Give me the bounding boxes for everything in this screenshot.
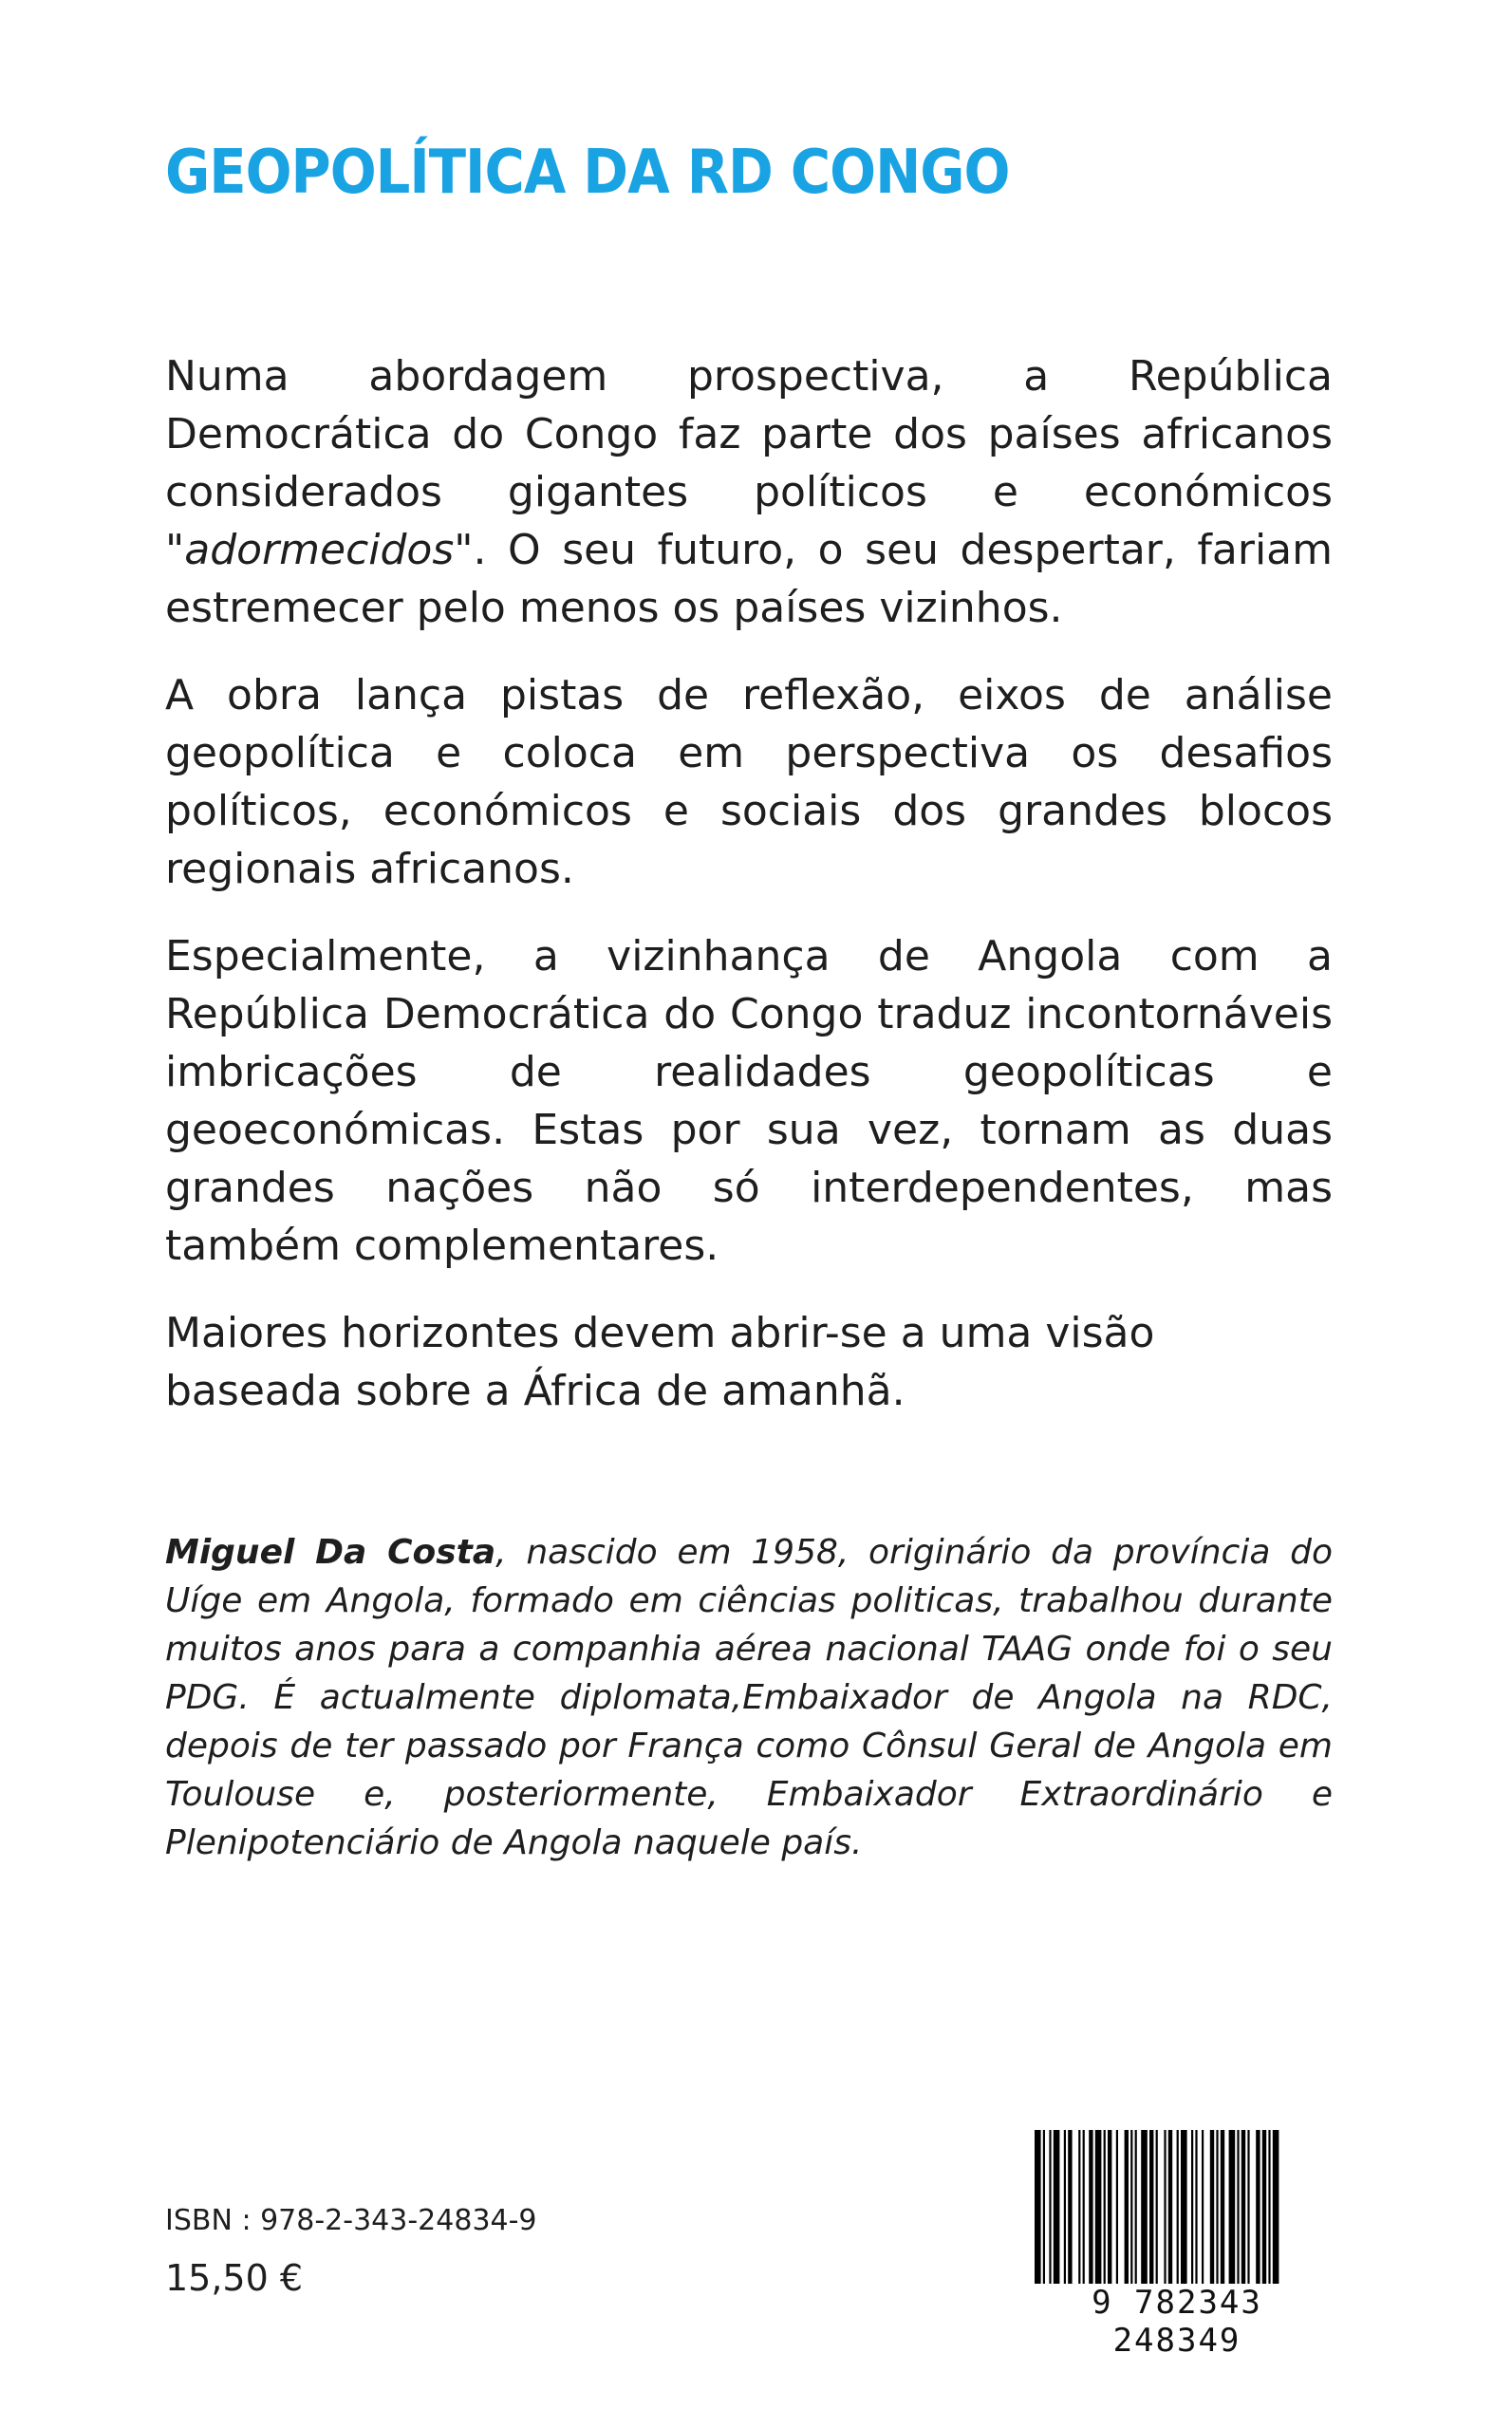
barcode-bar xyxy=(1191,2130,1193,2291)
blurb-paragraph-4: Maiores horizontes devem abrir-se a uma visão baseada sobre a África de amanhã. xyxy=(165,1309,1155,1415)
author-name: Miguel Da Costa xyxy=(165,1533,496,1572)
isbn: ISBN : 978-2-343-24834-9 xyxy=(165,2204,537,2237)
barcode-bar xyxy=(1229,2130,1236,2291)
barcode-bar xyxy=(1168,2130,1172,2291)
barcode-bar xyxy=(1064,2130,1066,2291)
blurb-paragraph-1 xyxy=(165,347,1333,637)
barcode-bar xyxy=(1210,2130,1214,2291)
barcode-bar xyxy=(1089,2130,1092,2291)
barcode xyxy=(1025,2126,1329,2360)
barcode-bar xyxy=(1262,2130,1266,2291)
barcode-bar xyxy=(1068,2130,1072,2291)
author-bio-text: , nascido em 1958, originário da província do Uíge em Angola, formado em ciências politicas, trabalhou durante muitos anos para a companhia aérea nacional TAAG onde foi o seu PDG. É actualmente diplomata,Embaixador de Angola na RDC, depois de ter passado por França como Cônsul Geral de Angola em Toulouse e, posteriormente, Embaixador Extraordinário e Plenipotenciário de Angola naquele país. xyxy=(165,1533,1333,1862)
barcode-bar xyxy=(1202,2130,1204,2291)
barcode-bar xyxy=(1149,2130,1153,2291)
barcode-bar xyxy=(1247,2130,1249,2291)
blurb-p1-start: Numa abordagem prospectiva, a República Democrática do Congo faz parte dos países africanos considerados gigantes políticos e económicos xyxy=(165,352,1333,516)
price: 15,50 € xyxy=(165,2257,304,2299)
barcode-bar xyxy=(1095,2130,1102,2291)
barcode-bar xyxy=(1241,2130,1245,2291)
barcode-bar xyxy=(1116,2130,1118,2291)
barcode-bar xyxy=(1083,2130,1085,2291)
barcode-bar xyxy=(1237,2130,1239,2291)
barcode-bar xyxy=(1043,2130,1045,2291)
barcode-bar xyxy=(1164,2130,1166,2291)
barcode-bar xyxy=(1135,2130,1137,2291)
blurb-p1-emphasis: "adormecidos" xyxy=(165,526,474,574)
book-title: GEOPOLÍTICA DA RD CONGO xyxy=(165,138,1010,208)
barcode-bar xyxy=(1177,2130,1179,2291)
barcode-bar xyxy=(1256,2130,1260,2291)
barcode-bar xyxy=(1216,2130,1218,2291)
barcode-bar xyxy=(1156,2130,1158,2291)
blurb-paragraph-3: Especialmente, a vizinhança de Angola com a República Democrática do Congo traduz incontornáveis imbricações de realidades geopolíticas e geoeconómicas. Estas por sua vez, tornam as duas grandes nações não só interdependentes, mas também complementares. xyxy=(165,932,1333,1270)
blurb-paragraph-2: A obra lança pistas de reflexão, eixos de análise geopolítica e coloca em perspectiva os desafios políticos, económicos e sociais dos grandes blocos regionais africanos. xyxy=(165,671,1333,893)
book-blurb xyxy=(165,347,1333,1449)
barcode-bar xyxy=(1035,2130,1041,2291)
barcode-bar xyxy=(1078,2130,1080,2291)
barcode-bar xyxy=(1125,2130,1129,2291)
barcode-bar xyxy=(1273,2130,1279,2291)
barcode-bar xyxy=(1108,2130,1111,2291)
barcode-bars xyxy=(1025,2126,1329,2297)
barcode-bar xyxy=(1049,2130,1051,2291)
blurb-p1-end: . O seu futuro, o seu despertar, fariam estremecer pelo menos os países vizinhos. xyxy=(165,526,1333,632)
barcode-digits: 9 782343 248349 xyxy=(1025,2284,1329,2360)
barcode-bar xyxy=(1195,2130,1197,2291)
barcode-bar xyxy=(1104,2130,1106,2291)
barcode-bar xyxy=(1130,2130,1132,2291)
barcode-bar xyxy=(1268,2130,1270,2291)
barcode-bar xyxy=(1181,2130,1187,2291)
author-bio xyxy=(165,1528,1333,1867)
barcode-bar xyxy=(1054,2130,1060,2291)
barcode-bar xyxy=(1141,2130,1148,2291)
barcode-bar xyxy=(1221,2130,1224,2291)
